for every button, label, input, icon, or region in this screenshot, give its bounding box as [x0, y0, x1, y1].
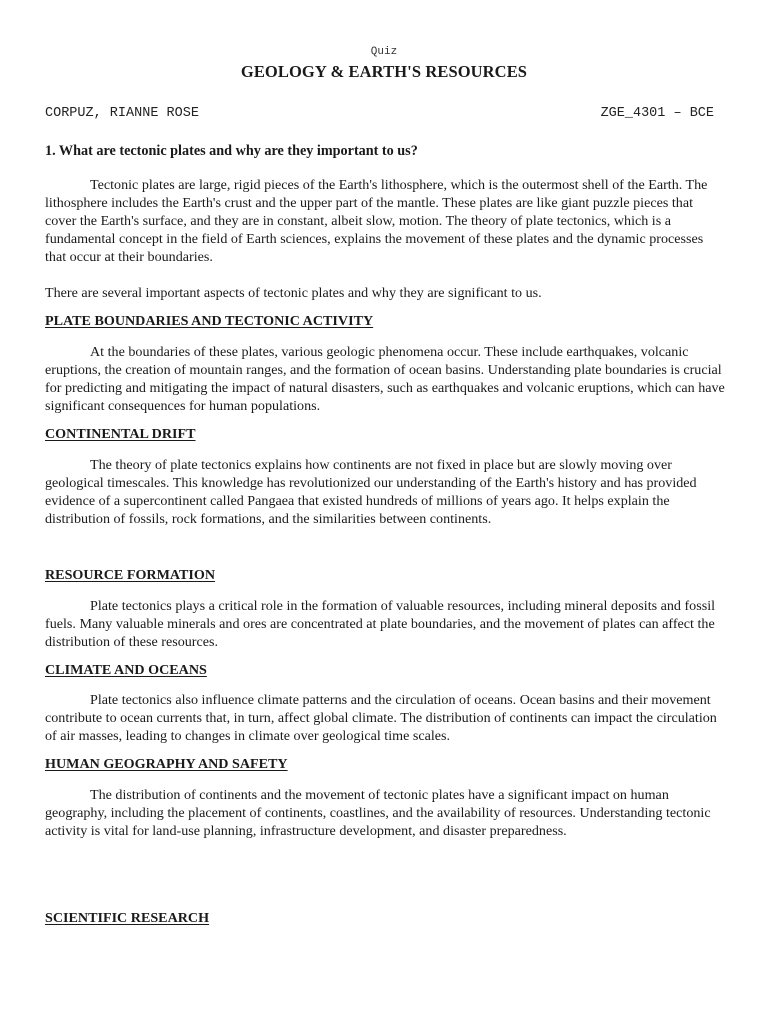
section-text-plate-boundaries: At the boundaries of these plates, various geologic phenomena occur. These include earthquakes, volcanic eruptions, the creation of mountain ranges, and the formation of ocean basins. Understanding plate boundaries is crucial for predicting and mitigating the impact of natural disasters, such as earthquakes and volcanic eruptions, which can have significant consequences for human populations. [45, 344, 725, 414]
course-code: ZGE_4301 – BCE [600, 106, 714, 121]
section-heading-scientific-research: SCIENTIFIC RESEARCH [45, 910, 210, 926]
intro-paragraph-2: There are several important aspects of tectonic plates and why they are significant to us. [45, 285, 542, 301]
section-text-climate-oceans: Plate tectonics also influence climate patterns and the circulation of oceans. Ocean basins and their movement contribute to ocean currents that, in turn, affect global climate. The distribution of continents can impact the circulation of air masses, leading to changes in climate over geological time scales. [45, 692, 717, 744]
section-text-human-geography: The distribution of continents and the movement of tectonic plates have a significant impact on human geography, including the placement of continents, coastlines, and the availability of resources. Understanding tectonic activity is vital for land-use planning, infrastructure development, and disaster preparedness. [45, 787, 711, 839]
quiz-label: Quiz [370, 46, 398, 58]
section-text-resource-formation: Plate tectonics plays a critical role in the formation of valuable resources, including mineral deposits and fossil fuels. Many valuable minerals and ores are concentrated at plate boundaries, and the movement of plates can affect the distribution of these resources. [45, 598, 716, 650]
question-heading: 1. What are tectonic plates and why are they important to us? [45, 143, 418, 159]
student-name: CORPUZ, RIANNE ROSE [45, 106, 199, 121]
section-text-continental-drift: The theory of plate tectonics explains how continents are not fixed in place but are slowly moving over geological timescales. This knowledge has revolutionized our understanding of the Earth's history and has provided evidence of a supercontinent called Pangaea that existed hundreds of millions of years ago. It helps explain the distribution of fossils, rock formations, and the similarities between continents. [45, 457, 697, 527]
student-info-row [45, 106, 714, 121]
section-heading-plate-boundaries: PLATE BOUNDARIES AND TECTONIC ACTIVITY [45, 313, 374, 329]
intro-paragraph: Tectonic plates are large, rigid pieces of the Earth's lithosphere, which is the outermost shell of the Earth. The lithosphere includes the Earth's crust and the upper part of the mantle. These plates are like giant puzzle pieces that cover the Earth's surface, and they are in constant, albeit slow, motion. The theory of plate tectonics, which is a fundamental concept in the field of Earth sciences, explains the movement of these plates and the dynamic processes that occur at their boundaries. [45, 177, 708, 265]
section-heading-climate-oceans: CLIMATE AND OCEANS [45, 662, 207, 678]
document-title: GEOLOGY & EARTH'S RESOURCES [240, 62, 528, 81]
section-heading-continental-drift: CONTINENTAL DRIFT [45, 426, 196, 442]
section-heading-human-geography: HUMAN GEOGRAPHY AND SAFETY [45, 756, 288, 772]
section-heading-resource-formation: RESOURCE FORMATION [45, 567, 216, 583]
